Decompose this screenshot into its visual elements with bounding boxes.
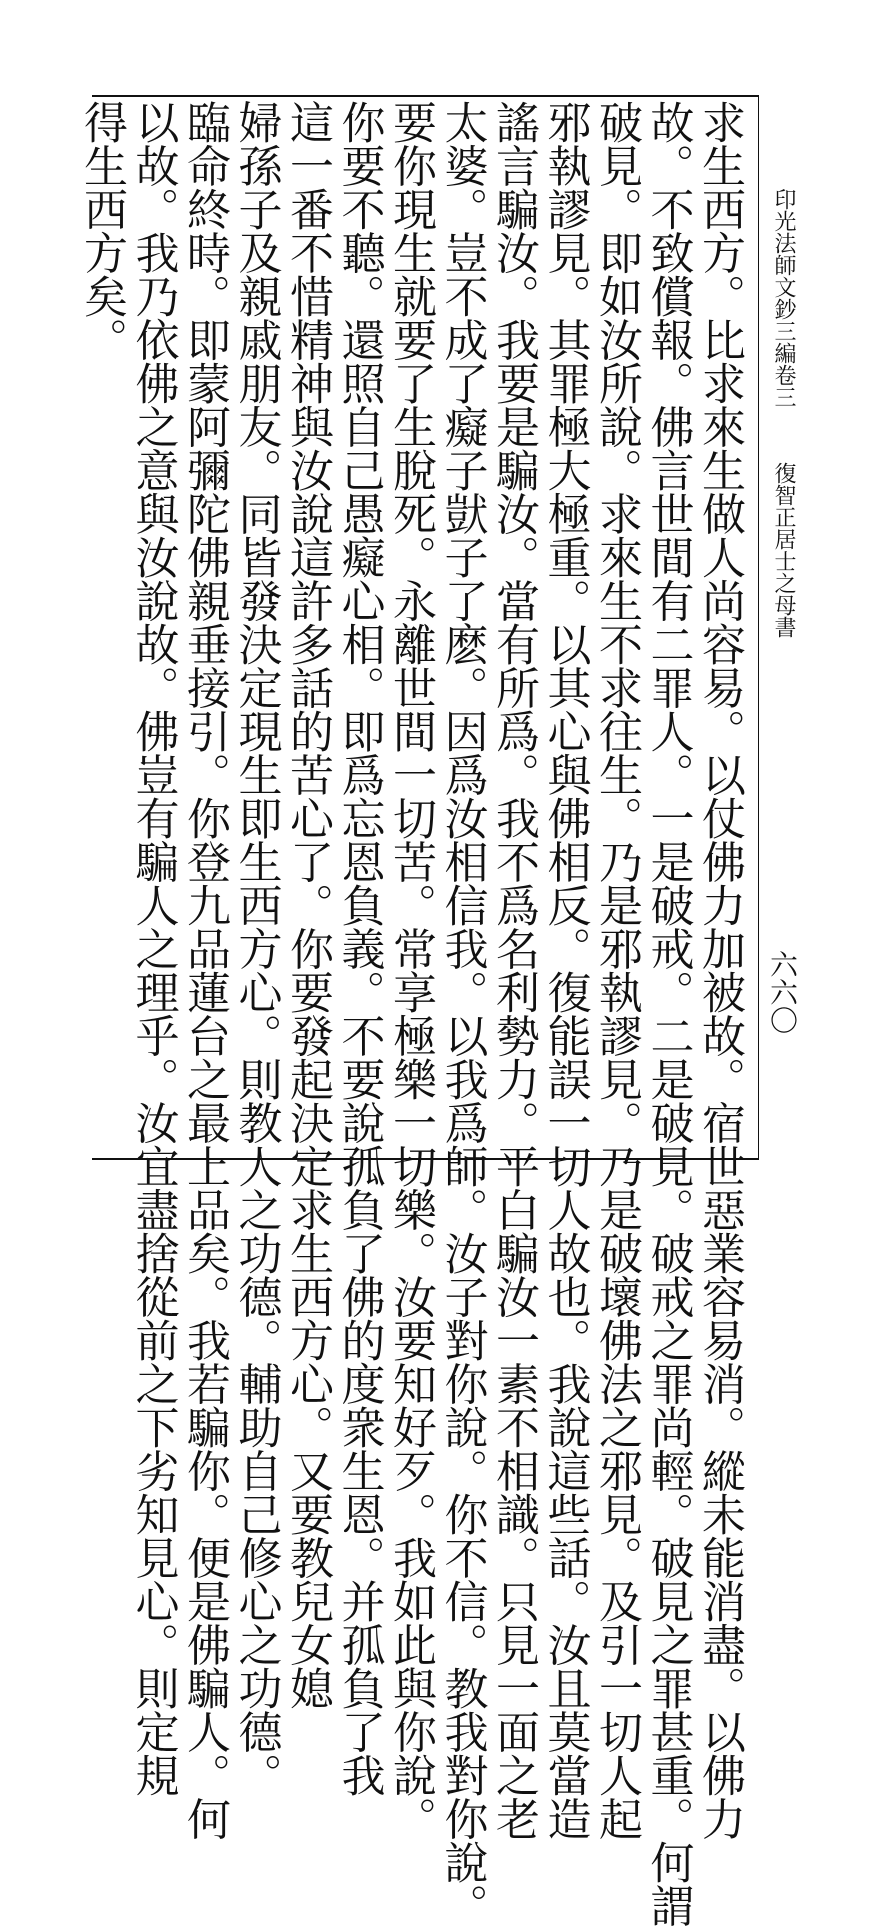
text-column: 婦孫子及親戚朋友。同皆發決定現生即生西方心。則教人之功德。輔助自己修心之功德。 <box>230 100 282 1797</box>
text-column: 臨命終時。即蒙阿彌陀佛親垂接引。你登九品蓮台之最上品矣。我若騙你。便是佛騙人。何 <box>179 100 230 1840</box>
text-column: 你要不聽。還照自己愚癡心相。即爲忘恩負義。不要說孤負了佛的度衆生恩。并孤負了我 <box>333 100 385 1797</box>
text-column: 謠言騙汝。我要是騙汝。當有所爲。我不爲名利勢力。平白騙汝一素不相識。只見一面之老 <box>488 100 539 1840</box>
top-rule <box>92 95 758 97</box>
text-column: 求生西方。比求來生做人尚容易。以仗佛力加被故。宿世惡業容易消。縱未能消盡。以佛力 <box>694 100 745 1840</box>
letter-title: 復智正居士之母書 <box>771 462 796 638</box>
text-column: 太婆。豈不成了癡子獃子了麽。因爲汝相信我。以我爲師。汝子對你說。你不信。教我對你說。 <box>436 100 488 1927</box>
body-text <box>76 100 746 1927</box>
text-column: 要你現生就要了生脫死。永離世間一切苦。常享極樂一切樂。汝要知好歹。我如此與你說。 <box>385 100 436 1840</box>
running-head: 印光法師文鈔三編卷三 <box>771 188 796 408</box>
text-column: 破見。即如汝所說。求來生不求往生。乃是邪執謬見。乃是破壞佛法之邪見。及引一切人起 <box>591 100 642 1840</box>
text-column: 以故。我乃依佛之意與汝說故。佛豈有騙人之理乎。汝宜盡捨從前之下劣知見心。則定規 <box>127 100 179 1797</box>
text-column: 故。不致償報。佛言世間有二罪人。一是破戒。二是破見。破戒之罪尚輕。破見之罪甚重。何謂 <box>642 100 694 1927</box>
margin-divider-rule <box>758 95 759 1160</box>
page-number: 六六〇 <box>766 950 799 1034</box>
text-column: 得生西方矣。 <box>76 100 127 361</box>
text-column: 這一番不惜精神與汝說這許多話的苦心了。你要發起決定求生西方心。又要教兒女媳 <box>282 100 333 1710</box>
text-column: 邪執謬見。其罪極大極重。以其心與佛相反。復能誤一切人故也。我說這些話。汝且莫當造 <box>539 100 591 1840</box>
